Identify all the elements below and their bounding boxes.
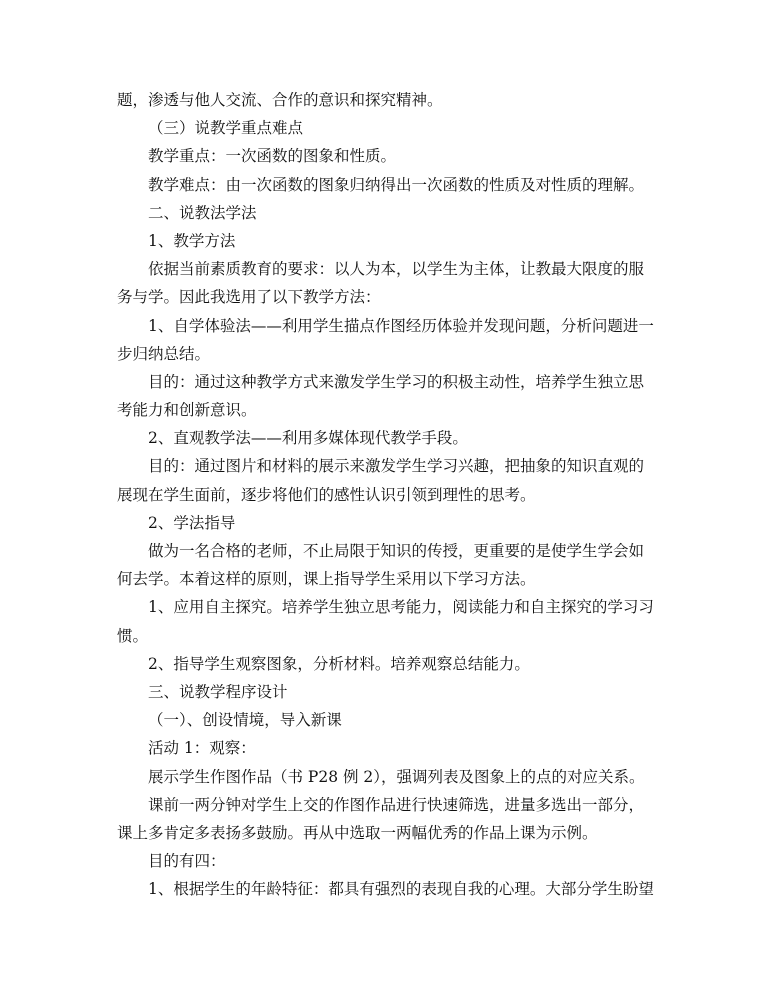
text-line: 考能力和创新意识。 (117, 401, 257, 420)
text-line: 1、自学体验法——利用学生描点作图经历体验并发现问题，分析问题进一 (148, 316, 654, 335)
section-heading: 二、说教法学法 (148, 203, 257, 222)
section-heading: （三）说教学重点难点 (148, 119, 304, 138)
text-line: 教学重点：一次函数的图象和性质。 (148, 147, 397, 166)
subsection-heading: 2、学法指导 (148, 513, 236, 532)
text-line: 展示学生作图作品（书 P28 例 2），强调列表及图象上的点的对应关系。 (148, 767, 645, 786)
subsection-heading: （一）、创设情境，导入新课 (148, 711, 342, 730)
text-line: 惯。 (117, 626, 149, 645)
text-line: 课上多肯定多表扬多鼓励。再从中选取一两幅优秀的作品上课为示例。 (117, 823, 598, 842)
text-line: 依据当前素质教育的要求：以人为本，以学生为主体，让教最大限度的服 (148, 260, 645, 279)
text-line: 目的：通过图片和材料的展示来激发学生学习兴趣，把抽象的知识直观的 (148, 457, 645, 476)
text-line: 目的有四： (148, 852, 226, 871)
section-heading: 三、说教学程序设计 (148, 682, 288, 701)
text-line: 目的：通过这种教学方式来激发学生学习的积极主动性，培养学生独立思 (148, 372, 645, 391)
text-line: 教学难点：由一次函数的图象归纳得出一次函数的性质及对性质的理解。 (148, 175, 645, 194)
document-body (117, 86, 657, 903)
text-line: 展现在学生面前，逐步将他们的感性认识引领到理性的思考。 (117, 485, 536, 504)
text-line: 活动 1：观察： (148, 739, 256, 758)
text-line: 务与学。因此我选用了以下教学方法： (117, 288, 381, 307)
text-line: 做为一名合格的老师，不止局限于知识的传授，更重要的是使学生学会如 (148, 542, 645, 560)
text-line: 2、直观教学法——利用多媒体现代教学手段。 (148, 429, 468, 448)
text-line: 步归纳总结。 (117, 344, 211, 363)
subsection-heading: 1、教学方法 (148, 231, 236, 250)
text-line: 课前一两分钟对学生上交的作图作品进行快速筛选，进量多选出一部分， (148, 795, 645, 814)
text-line: 何去学。本着这样的原则，课上指导学生采用以下学习方法。 (117, 570, 536, 589)
text-line: 2、指导学生观察图象，分析材料。培养观察总结能力。 (148, 654, 530, 673)
text-line: 1、应用自主探究。培养学生独立思考能力，阅读能力和自主探究的学习习 (148, 598, 654, 617)
text-line: 题，渗透与他人交流、合作的意识和探究精神。 (117, 91, 443, 109)
text-line: 1、根据学生的年龄特征：都具有强烈的表现自我的心理。大部分学生盼望 (148, 880, 654, 899)
